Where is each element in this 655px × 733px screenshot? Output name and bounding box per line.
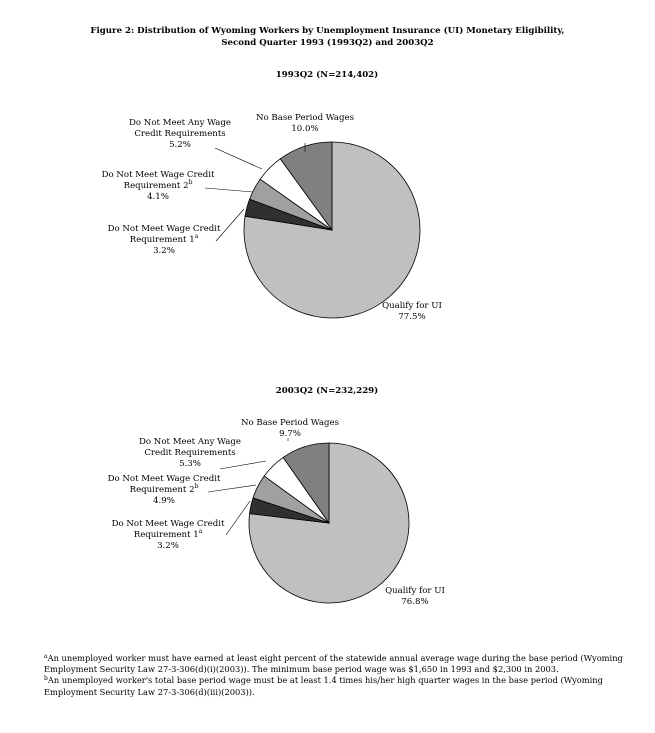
- slice-label: [108, 474, 221, 506]
- pie-title: 1993Q2 (N=214,402): [275, 70, 379, 80]
- leader-line: [208, 485, 256, 492]
- pie-title: 2003Q2 (N=232,229): [275, 386, 379, 396]
- slice-percent-label: 4.1%: [147, 192, 169, 202]
- slice-percent-label: 3.2%: [157, 541, 179, 551]
- slice-label: [382, 301, 442, 322]
- figure-title: [0, 26, 655, 49]
- slice-category-label: Do Not Meet Wage Credit: [101, 170, 215, 180]
- footnote-marker: b: [194, 483, 199, 490]
- slice-label: [139, 437, 241, 469]
- footnote-a: [44, 653, 629, 675]
- footnote-b: [44, 675, 629, 697]
- footnote-b-mark: b: [44, 675, 48, 683]
- slice-category-label: No Base Period Wages: [255, 113, 355, 123]
- slice-category-label: Do Not Meet Any Wage: [129, 118, 231, 128]
- slice-percent-label: 77.5%: [398, 312, 426, 322]
- slice-category-label: Do Not Meet Wage Credit: [107, 224, 221, 234]
- slice-category-label: Credit Requirements: [144, 448, 236, 458]
- footnote-marker: a: [198, 528, 203, 535]
- footnote-marker: a: [194, 233, 199, 240]
- slice-label: [112, 519, 225, 551]
- leader-line: [226, 501, 250, 535]
- slice-percent-label: 9.7%: [279, 429, 301, 439]
- pie-chart-1993q2: [0, 60, 655, 360]
- slice-label: [241, 418, 339, 439]
- slice-percent-label: 5.3%: [179, 459, 201, 469]
- slice-category-label: No Base Period Wages: [240, 418, 340, 428]
- slice-category-label: Qualify for UI: [385, 586, 445, 596]
- slice-category-label: Requirement 1$^a$: [129, 233, 199, 245]
- footnote-a-text: An unemployed worker must have earned at least eight percent of the statewide annual average wage during the base period (Wyoming Employment Security Law 27-3-306(d)(i)(2003)). The minimum base period wage was $1,650 in 1993 and $2,300 in 2003.: [44, 653, 623, 675]
- footnotes: [44, 653, 629, 698]
- slice-category-label: Credit Requirements: [134, 129, 226, 139]
- slice-percent-label: 5.2%: [169, 140, 191, 150]
- slice-category-label: Qualify for UI: [382, 301, 442, 311]
- slice-label: [102, 170, 215, 202]
- footnote-marker: b: [188, 179, 193, 186]
- slice-percent-label: 10.0%: [291, 124, 319, 134]
- leader-line: [215, 148, 262, 169]
- slice-percent-label: 3.2%: [153, 246, 175, 256]
- figure-title-line-1: Figure 2: Distribution of Wyoming Workers by Unemployment Insurance (UI) Monetary Eligibility,: [90, 26, 565, 36]
- footnote-a-mark: a: [44, 653, 48, 660]
- slice-category-label: Requirement 2$^b$: [129, 483, 199, 495]
- slice-label: [129, 118, 231, 150]
- slice-category-label: Requirement 1$^a$: [133, 528, 203, 540]
- slice-category-label: Do Not Meet Any Wage: [139, 437, 241, 447]
- slice-label: [108, 224, 221, 256]
- leader-line: [205, 188, 253, 192]
- slice-category-label: Do Not Meet Wage Credit: [107, 474, 221, 484]
- slice-percent-label: 4.9%: [153, 496, 175, 506]
- slice-label: [256, 113, 354, 134]
- footnote-b-text: An unemployed worker's total base period wage must be at least 1.4 times his/her high quarter wages in the base period (Wyoming Employment Security Law 27-3-306(d)(iii)(2003)).: [44, 675, 603, 697]
- slice-category-label: Do Not Meet Wage Credit: [111, 519, 225, 529]
- slice-category-label: Requirement 2$^b$: [123, 179, 193, 191]
- slice-percent-label: 76.8%: [401, 597, 429, 607]
- figure-title-line-2: Second Quarter 1993 (1993Q2) and 2003Q2: [221, 37, 434, 48]
- pie-chart-2003q2: [0, 380, 655, 620]
- leader-line: [220, 461, 266, 469]
- slice-label: [385, 586, 445, 607]
